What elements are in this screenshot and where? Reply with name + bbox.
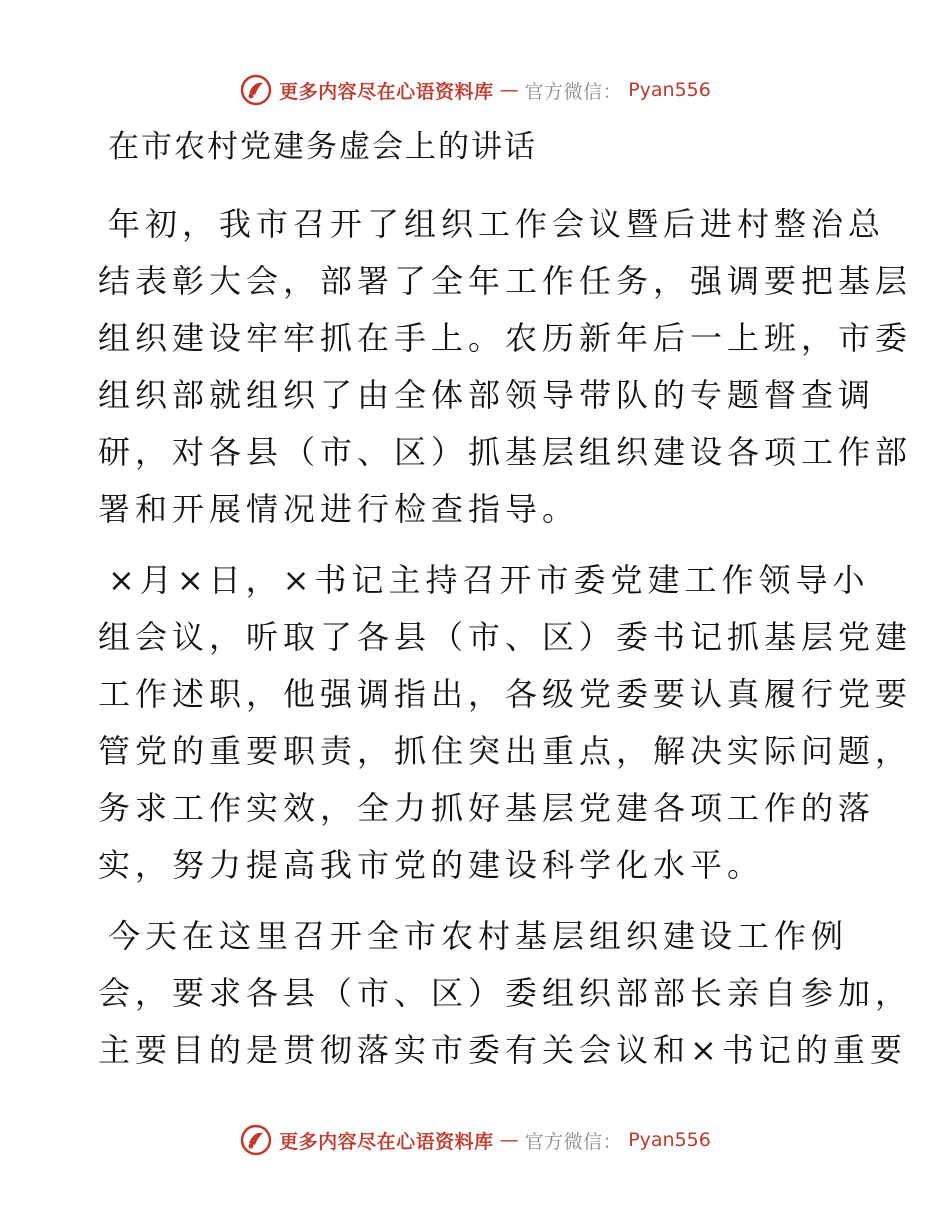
banner-brand-text: 更多内容尽在心语资料库 (279, 80, 494, 103)
paragraph-1 (98, 196, 913, 538)
text-line: 今天在这里召开全市农村基层组织建设工作例 (108, 917, 849, 955)
text-line: 组织部就组织了由全体部领导带队的专题督查调 (98, 376, 876, 414)
text-line: 务求工作实效，全力抓好基层党建各项工作的落 (98, 789, 876, 827)
document-title: 在市农村党建务虚会上的讲话 (108, 129, 537, 165)
text-line: 管党的重要职责，抓住突出重点，解决实际问题， (98, 732, 913, 770)
text-line: 结表彰大会，部署了全年工作任务，强调要把基层 (98, 262, 913, 300)
banner-dash: — (499, 1129, 519, 1151)
text-line: 工作述职，他强调指出，各级党委要认真履行党要 (98, 675, 913, 713)
banner-wechat-label: 官方微信： (524, 80, 623, 103)
text-line: 组会议，听取了各县（市、区）委书记抓基层党建 (98, 618, 913, 656)
logo-icon (239, 1123, 273, 1157)
text-line: 年初，我市召开了组织工作会议暨后进村整治总 (108, 205, 886, 243)
paragraph-3 (98, 908, 913, 1079)
text-line: ×月×日，×书记主持召开市委党建工作领导小 (108, 561, 870, 599)
text-line: 实，努力提高我市党的建设科学化水平。 (98, 846, 765, 884)
banner-wechat-label: 官方微信： (524, 1130, 623, 1153)
footer-banner (0, 1120, 950, 1160)
text-line: 组织建设牢牢抓在手上。农历新年后一上班，市委 (98, 319, 913, 357)
text-line: 署和开展情况进行检查指导。 (98, 490, 580, 528)
banner-wechat-handle: Pyan556 (628, 1129, 711, 1151)
document-body (98, 196, 913, 1093)
banner-brand-text: 更多内容尽在心语资料库 (279, 1130, 494, 1153)
banner-wechat-handle: Pyan556 (628, 79, 711, 101)
text-line: 研，对各县（市、区）抓基层组织建设各项工作部 (98, 433, 913, 471)
banner-dash: — (499, 79, 519, 101)
paragraph-2 (98, 552, 913, 894)
header-banner (0, 70, 950, 110)
text-line: 会，要求各县（市、区）委组织部部长亲自参加， (98, 974, 913, 1012)
text-line: 主要目的是贯彻落实市委有关会议和×书记的重要 (98, 1031, 907, 1069)
logo-icon (239, 73, 273, 107)
